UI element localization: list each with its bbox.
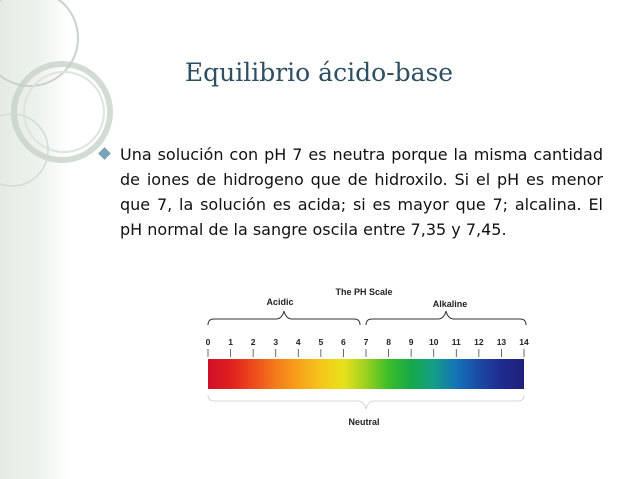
ph-tick-label-5: 5 [318,337,324,347]
ph-tick-label-9: 9 [408,337,414,347]
alkaline-brace [366,311,526,325]
ph-tick-label-8: 8 [386,337,391,347]
ph-tick-labels [206,337,529,357]
bullet-item [100,142,603,242]
ph-tick-label-7: 7 [363,337,369,347]
ph-gradient-bar [208,359,524,389]
ph-scale-title: The PH Scale [335,287,393,297]
bullet-diamond-icon [98,147,111,160]
alkaline-label: Alkaline [432,299,468,309]
ph-tick-label-6: 6 [341,337,346,347]
ph-tick-label-11: 11 [451,337,461,347]
ph-scale-figure [198,283,538,433]
acidic-brace [208,311,360,325]
ph-tick-label-3: 3 [273,337,279,347]
ph-tick-label-4: 4 [295,337,301,347]
neutral-brace [208,395,524,409]
ph-tick-label-13: 13 [496,337,507,347]
acidic-label: Acidic [266,297,294,307]
ph-color-bar [208,359,524,389]
ph-tick-label-1: 1 [228,337,233,347]
bullet-text: Una solución con pH 7 es neutra porque la misma cantidad de iones de hidrogeno que de hidroxilo. Si el pH es menor que 7, la solución es acida; si es mayor que 7; alcalina. El pH normal de la sangre oscila entre 7,35 y 7,45. [120,145,603,239]
ph-tick-label-12: 12 [474,337,484,347]
ph-tick-label-0: 0 [205,337,211,347]
slide-title: Equilibrio ácido-base [184,58,454,87]
ph-tick-label-14: 14 [519,337,529,347]
neutral-label: Neutral [348,417,380,427]
ph-tick-label-2: 2 [250,337,256,347]
ph-tick-label-10: 10 [428,337,439,347]
